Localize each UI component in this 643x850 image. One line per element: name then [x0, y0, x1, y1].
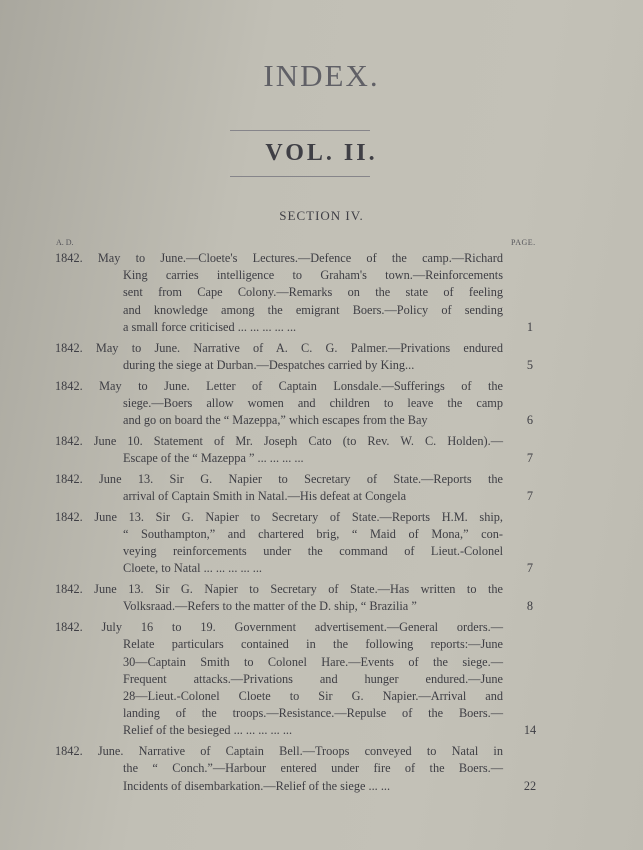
top-rule: [230, 130, 370, 131]
page-number: 1: [526, 319, 534, 334]
entry-line: landing of the troops.—Resistance.—Repulse of the Boers.—: [123, 706, 503, 721]
entry-line: arrival of Captain Smith in Natal.—His defeat at Congela: [123, 488, 407, 503]
entry-line: the “ Conch.”—Harbour entered under fire of the Boers.—: [123, 761, 503, 776]
page-number: 5: [526, 357, 534, 372]
entry-line: during the siege at Durban.—Despatches carried by King...: [123, 357, 415, 372]
entry-line: siege.—Boers allow women and children to leave the camp: [123, 395, 503, 410]
bottom-rule: [230, 176, 370, 177]
entry-line: 1842. May to June. Narrative of A. C. G. Palmer.—Privations endured: [55, 340, 503, 355]
entry-line: and knowledge among the emigrant Boers.—Policy of sending: [123, 302, 503, 317]
entry-line: sent from Cape Colony.—Remarks on the state of feeling: [123, 285, 503, 300]
entry-line: Escape of the “ Mazeppa ” ... ... ... ...: [123, 450, 304, 465]
page-number: 7: [526, 488, 534, 503]
entry-line: “ Southampton,” and chartered brig, “ Maid of Mona,” con-: [123, 526, 503, 541]
volume-title: VOL. II.: [265, 140, 378, 166]
entry-line: veying reinforcements under the command of Lieut.-Colonel: [123, 544, 503, 559]
entry-line: 1842. June 13. Sir G. Napier to Secretary of State.—Reports the: [55, 471, 503, 486]
page-number: 7: [526, 450, 534, 465]
entry-line: 1842. May to June.—Cloete's Lectures.—Defence of the camp.—Richard: [55, 251, 503, 265]
entry-line: 30—Captain Smith to Colonel Hare.—Events of the siege.—: [123, 654, 503, 669]
index-title: INDEX.: [263, 58, 380, 93]
page-number: 22: [523, 778, 537, 793]
page-number: 8: [526, 599, 534, 614]
page-number: 6: [526, 412, 534, 427]
entry-line: 1842. June 13. Sir G. Napier to Secretary of State.—Has written to the: [55, 582, 503, 597]
entry-line: Relief of the besieged ... ... ... ... ...: [123, 723, 293, 738]
entry-line: Relate particulars contained in the following reports:—June: [123, 637, 503, 652]
page-number: 7: [526, 561, 534, 576]
entry-line: Volksraad.—Refers to the matter of the D. ship, “ Brazilia ”: [123, 599, 417, 614]
entry-line: Cloete, to Natal ... ... ... ... ...: [123, 561, 263, 576]
entry-line: 1842. July 16 to 19. Government advertisement.—General orders.—: [55, 620, 503, 635]
entry-line: Incidents of disembarkation.—Relief of the siege ... ...: [123, 778, 391, 793]
entry-line: 28—Lieut.-Colonel Cloete to Sir G. Napier.—Arrival and: [123, 688, 503, 703]
entry-line: a small force criticised ... ... ... ... ...: [123, 319, 297, 334]
entry-line: and go on board the “ Mazeppa,” which escapes from the Bay: [123, 412, 428, 427]
entry-line: Frequent attacks.—Privations and hunger endured.—June: [123, 671, 503, 686]
entry-line: King carries intelligence to Graham's town.—Reinforcements: [123, 268, 503, 283]
year-column-label: A. D.: [56, 238, 74, 247]
section-title: SECTION IV.: [279, 208, 364, 223]
entry-line: 1842. June. Narrative of Captain Bell.—Troops conveyed to Natal in: [55, 744, 503, 759]
entry-line: 1842. June 10. Statement of Mr. Joseph Cato (to Rev. W. C. Holden).—: [55, 433, 503, 448]
entry-line: 1842. May to June. Letter of Captain Lonsdale.—Sufferings of the: [55, 378, 503, 393]
entry-line: 1842. June 13. Sir G. Napier to Secretary of State.—Reports H.M. ship,: [55, 509, 503, 524]
page-number: 14: [523, 723, 537, 738]
page-column-label: PAGE.: [511, 238, 536, 247]
